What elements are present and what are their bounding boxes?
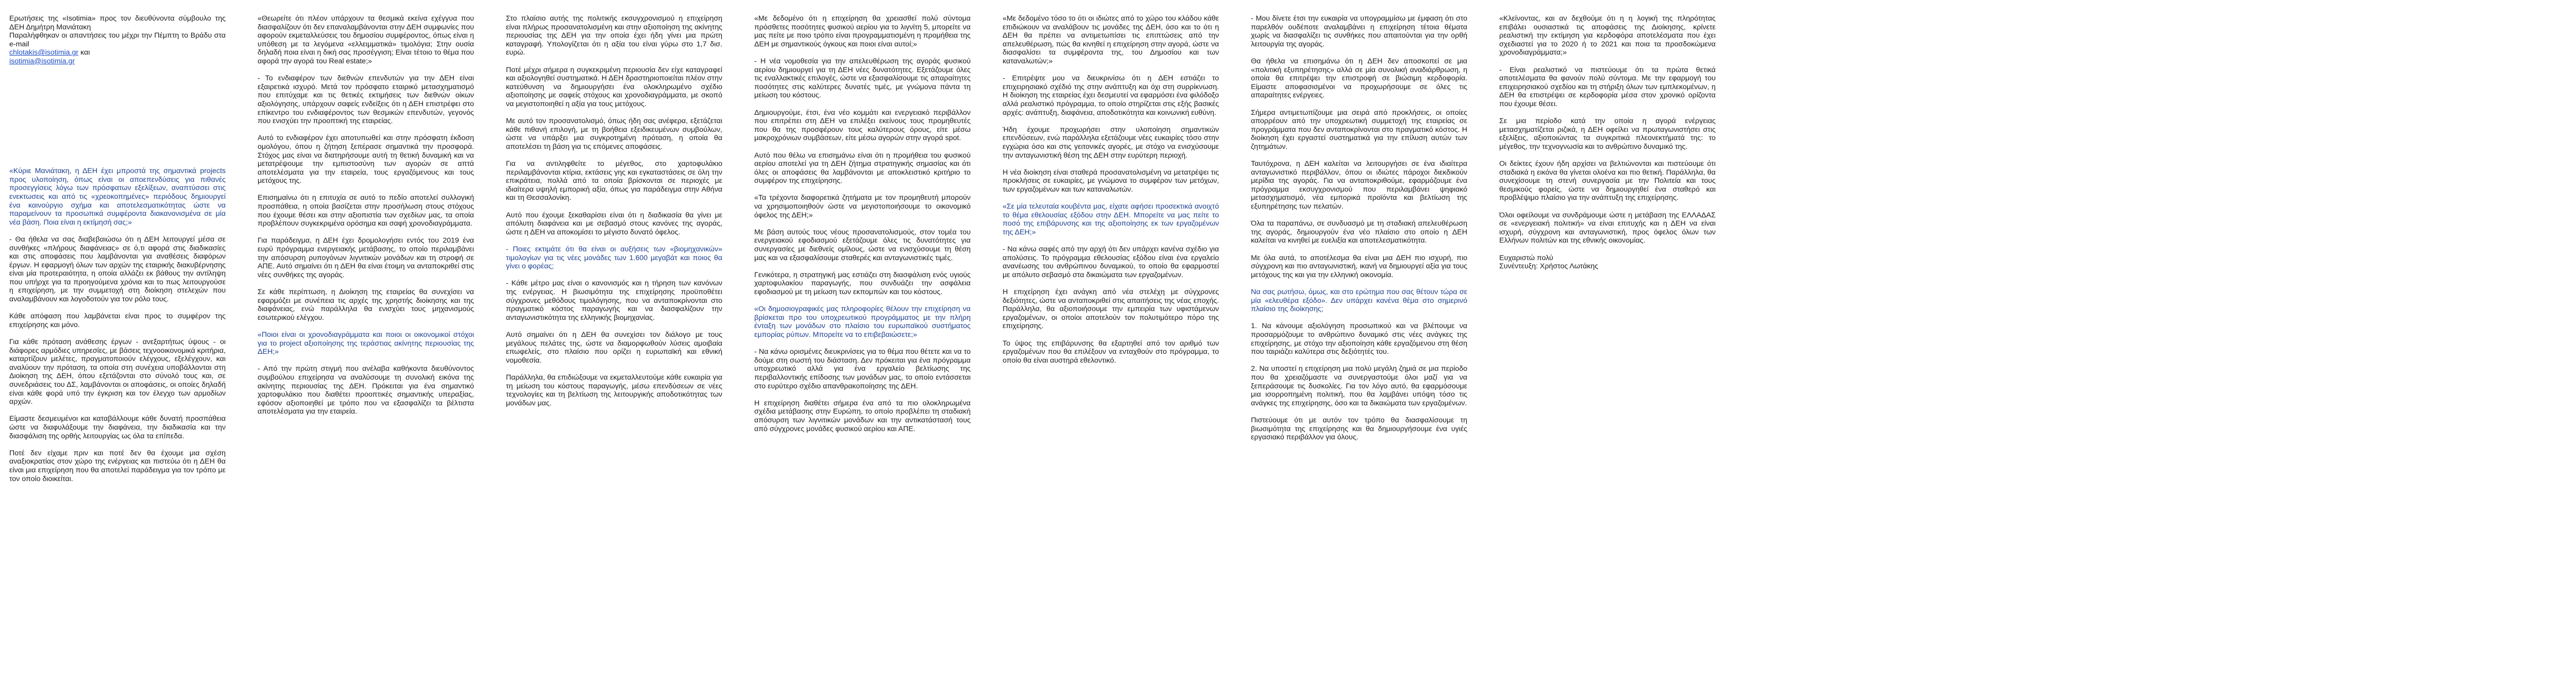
- answer-paragraph: «Με δεδομένο ότι η επιχείρηση θα χρειασθεί πολύ σύντομα πρόσθετες ποσότητες φυσικού αερίου για το λιγνίτη 5, μπορείτε να μας πείτε με ποιο τρόπο είναι προγραμματισμένη η προμήθεια της ΔΕΗ με σημαντικούς όγκους και ποιοι είναι αυτοί;»: [754, 14, 971, 48]
- column-body: [1251, 14, 1467, 442]
- column-body: [9, 167, 226, 483]
- answer-paragraph: - Είναι ρεαλιστικό να πιστεύουμε ότι τα πρώτα θετικά αποτελέσματα θα φανούν πολύ σύντομα. Με την εφαρμογή του επιχειρησιακού σχεδίου και τη στήριξη όλων των εμπλεκομένων, η ΔΕΗ θα επιστρέψει σε κερδοφορία μέσα στον χρονικό ορίζοντα που έχουμε θέσει.: [1499, 65, 1716, 108]
- answer-paragraph: Για παράδειγμα, η ΔΕΗ έχει δρομολογήσει εντός του 2019 ένα ευρύ πρόγραμμα ενεργειακής μετάβασης, το οποίο περιλαμβάνει την απόσυρση ρυπογόνων λιγνιτικών μονάδων και τη στροφή σε ΑΠΕ. Αυτό σημαίνει ότι η ΔΕΗ θα είναι έτοιμη να ανταποκριθεί στις νέες συνθήκες της αγοράς.: [258, 236, 474, 279]
- answer-paragraph: Παράλληλα, θα επιδιώξουμε να εκμεταλλευτούμε κάθε ευκαιρία για τη μείωση του κόστους παραγωγής, μέσω επενδύσεων σε νέες τεχνολογίες και τη βελτίωση της λειτουργικής αποδοτικότητας των μονάδων μας.: [506, 373, 722, 407]
- answer-paragraph: Με βάση αυτούς τους νέους προσανατολισμούς, στον τομέα του ενεργειακού εφοδιασμού εξετάζουμε όλες τις δυνατότητες για συνεργασίες με διεθνείς ομίλους, ώστε να ενισχύσουμε τη θέση μας και να εξασφαλίσουμε σταθερές και ανταγωνιστικές τιμές.: [754, 228, 971, 262]
- article-column-2: [258, 0, 474, 425]
- header-and-word: και: [80, 48, 90, 57]
- column-body: [258, 14, 474, 416]
- signature-line: Ευχαριστώ πολύ: [1499, 253, 1553, 262]
- answer-paragraph: «Τα τρέχοντα διαφορετικά ζητήματα με τον προμηθευτή μπορούν να χρησιμοποιηθούν ώστε να μεγιστοποιήσουμε το οικονομικό όφελος της ΔΕΗ;»: [754, 194, 971, 219]
- spacer: [9, 74, 226, 121]
- header-intro: Ερωτήσεις της «Isotimia» προς τον διευθύνοντα σύμβουλο της ΔΕΗ Δημήτρη Μανιάτακη: [9, 14, 226, 31]
- answer-paragraph: Η επιχείρηση διαθέτει σήμερα ένα από τα πιο ολοκληρωμένα σχέδια μετάβασης στην Ευρώπη, το οποίο προβλέπει τη σταδιακή απόσυρση των λιγνιτικών μονάδων και την αντικατάστασή τους από σύγχρονες μονάδες φυσικού αερίου και ΑΠΕ.: [754, 399, 971, 433]
- answer-paragraph: - Να κάνω σαφές από την αρχή ότι δεν υπάρχει κανένα σχέδιο για απολύσεις. Το πρόγραμμα εθελουσίας εξόδου είναι ένα εργαλείο ανανέωσης του ανθρώπινου δυναμικού, το οποίο θα εφαρμοστεί με απόλυτο σεβασμό στα δικαιώματα των εργαζομένων.: [1003, 245, 1219, 279]
- answer-paragraph: - Το ενδιαφέρον των διεθνών επενδυτών για την ΔΕΗ είναι εξαιρετικά ισχυρό. Μετά τον πρόσφατο εταιρικό μετασχηματισμό που επιτύχαμε και τις θετικές εκτιμήσεις των διεθνών οίκων αξιολόγησης, υπάρχουν σαφείς ενδείξεις ότι η ΔΕΗ επιστρέφει στο επίκεντρο του ενδιαφέροντος των θεσμικών επενδυτών, γεγονός που ενισχύει την προοπτική της εταιρείας.: [258, 74, 474, 126]
- article-column-1: [9, 0, 226, 492]
- answer-paragraph: Η επιχείρηση έχει ανάγκη από νέα στελέχη με σύγχρονες δεξιότητες, ώστε να ανταποκριθεί στις απαιτήσεις της νέας εποχής. Παράλληλα, θα αξιοποιήσουμε την εμπειρία των υφιστάμενων εργαζομένων, οι οποίοι αποτελούν τον πολυτιμότερο πόρο της επιχείρησης.: [1003, 288, 1219, 331]
- answer-paragraph: - Να κάνω ορισμένες διευκρινίσεις για το θέμα που θέτετε και να το δούμε στη σωστή του διάσταση. Δεν πρόκειται για ένα πρόγραμμα υποχρεωτικό αλλά για ένα εργαλείο βελτίωσης της περιβαλλοντικής επίδοσης των μονάδων μας, το οποίο εντάσσεται στο ευρύτερο σχέδιο απανθρακοποίησης της ΔΕΗ.: [754, 348, 971, 390]
- article-column-6: [1251, 0, 1467, 450]
- interview-question: «Ποιοι είναι οι χρονοδιαγράμματα και ποιοι οι οικονομικοί στόχοι για το project αξιοποίησης της τεράστιας ακίνητης περιουσίας της ΔΕΗ;»: [258, 330, 474, 356]
- answer-paragraph: Το ύψος της επιβάρυνσης θα εξαρτηθεί από τον αριθμό των εργαζομένων που θα επιλέξουν να ενταχθούν στο πρόγραμμα, το οποίο θα είναι αυστηρά εθελοντικό.: [1003, 339, 1219, 365]
- answer-paragraph: Για να αντιληφθείτε το μέγεθος, στο χαρτοφυλάκιο περιλαμβάνονται κτίρια, εκτάσεις γης και εγκαταστάσεις σε όλη την επικράτεια, πολλά από τα οποία βρίσκονται σε περιοχές με ιδιαίτερα υψηλή εμπορική αξία, όπως για παράδειγμα στην Αθήνα και τη Θεσσαλονίκη.: [506, 160, 722, 202]
- article-column-3: [506, 0, 722, 416]
- answer-paragraph: - Επιτρέψτε μου να διευκρινίσω ότι η ΔΕΗ εστιάζει το επιχειρησιακό σχέδιό της στην ανάπτυξη και όχι στη συρρίκνωση. Η διοίκηση της εταιρείας έχει δεσμευτεί να εφαρμόσει ένα φιλόδοξο αλλά ρεαλιστικό πρόγραμμα, το οποίο στηρίζεται στις εξής βασικές αρχές: ανάπτυξη, διαφάνεια, αποδοτικότητα και κοινωνική ευθύνη.: [1003, 74, 1219, 117]
- answer-paragraph: Σε κάθε περίπτωση, η Διοίκηση της εταιρείας θα συνεχίσει να εφαρμόζει με συνέπεια τις αρχές της χρηστής διοίκησης και της διαφάνειας, ενώ παράλληλα θα ενισχύει τους μηχανισμούς εσωτερικού ελέγχου.: [258, 288, 474, 322]
- column-body: [1499, 14, 1716, 271]
- answer-paragraph: Στο πλαίσιο αυτής της πολιτικής εκσυγχρονισμού η επιχείρηση είναι πλήρως προσανατολισμένη και στην αξιοποίηση της ακίνητης περιουσίας της ΔΕΗ για την οποία έχει ήδη γίνει μια πρώτη καταγραφή. Υπολογίζεται ότι η αξία του είναι γύρω στο 1,7 δισ. ευρώ.: [506, 14, 722, 57]
- answer-paragraph: - Η νέα νομοθεσία για την απελευθέρωση της αγοράς φυσικού αερίου δημιουργεί για τη ΔΕΗ νέες δυνατότητες. Εξετάζουμε όλες τις εναλλακτικές επιλογές, ώστε να εξασφαλίσουμε τις απαραίτητες ποσότητες στις καλύτερες δυνατές τιμές, με γνώμονα πάντα τη μείωση του κόστους.: [754, 57, 971, 100]
- interview-question: «Κύριε Μανιάτακη, η ΔΕΗ έχει μπροστά της σημαντικά projects προς υλοποίηση, όπως είναι οι αποεπενδύσεις για πιθανές προσεγγίσεις λόγω των πρόσφατων εξελίξεων, αναπτύσσει στις ενεκτωσεις και από τις «χρεοκοπημένες» περιόδους δημιουργεί ένα καινούργιο σχήμα και αποτελεσματικότητας ώστε να παραμείνουν τα προσωπικά συμφέροντα διακανονισμένα σε μία νέα βάση. Ποια είναι η εκτίμησή σας;»: [9, 167, 226, 227]
- header-sent-line: Παραλήφθηκαν οι απαντήσεις του μέχρι την Πέμπτη το Βράδυ στα e-mail: [9, 31, 226, 48]
- answer-paragraph: Δημιουργούμε, έτσι, ένα νέο κομμάτι και ενεργειακό περιβάλλον που επιτρέπει στη ΔΕΗ να επιλέξει εκείνους τους προμηθευτές που θα της προσφέρουν τους καλύτερους όρους, είτε μέσω μακροχρόνιων συμβάσεων, είτε μέσω αγορών στην αγορά spot.: [754, 108, 971, 143]
- answer-paragraph: - Θα ήθελα να σας διαβεβαιώσω ότι η ΔΕΗ λειτουργεί μέσα σε συνθήκες «πλήρους διαφάνειας» σε ό,τι αφορά στις διαδικασίες και στις αποφάσεις που λαμβάνονται για αναθέσεις διαφόρων έργων. Η εφαρμογή όλων των αρχών της εταιρικής διακυβέρνησης είναι μία προτεραιότητα, η οποία αλλάζει εκ βάθους την αντίληψη που υπήρχε για τα προηγούμενα χρόνια και το πως λειτουργούσε η επιχείρηση, με την συμμετοχή στη διοίκηση στελεχών που αναλαμβάνουν και λογοδοτούν για τον ρόλο τους.: [9, 235, 226, 304]
- answer-paragraph: Με αυτό τον προσανατολισμό, όπως ήδη σας ανέφερα, εξετάζεται κάθε πιθανή επιλογή, με τη βοήθεια εξειδικευμένων συμβούλων, ώστε να υπάρξει μια συγκροτημένη πρόταση, η οποία θα αποτελέσει τη βάση για τις επόμενες αποφάσεις.: [506, 117, 722, 151]
- answer-paragraph: 1. Να κάνουμε αξιολόγηση προσωπικού και να βλέπουμε να προσαρμόζουμε το ανθρώπινο δυναμικό στις νέες ανάγκες της επιχείρησης, με στόχο την αξιοποίηση κάθε εργαζόμενου στη θέση που ταιριάζει καλύτερα στις δεξιότητές του.: [1251, 322, 1467, 356]
- answer-paragraph: Όλοι οφείλουμε να συνδράμουμε ώστε η μετάβαση της ΕΛΛΑΔΑΣ σε «ενεργειακή πολιτική» να είναι επιτυχής και η ΔΕΗ να είναι ισχυρή, σύγχρονη και ανταγωνιστική, προς όφελος όλων των Ελλήνων πολιτών και της εθνικής οικονομίας.: [1499, 211, 1716, 245]
- answer-paragraph: «Κλείνοντας, και αν δεχθούμε ότι η η λογική της πληρότητας επιβάλει ουσιαστικά τις αποφάσεις της Διοίκησης, κρίνετε ρεαλιστική την εκτίμηση για κερδοφόρα αποτελέσματα που έχει σχεδιαστεί για το 2020 ή το 2021 και ποια τα προσδοκώμενα χρονοδιαγράμματα;»: [1499, 14, 1716, 57]
- answer-paragraph: Όλα τα παραπάνω, σε συνδυασμό με τη σταδιακή απελευθέρωση της αγοράς, δημιουργούν ένα νέο πλαίσιο στο οποίο η ΔΕΗ καλείται να κινηθεί με ευελιξία και αποτελεσματικότητα.: [1251, 219, 1467, 245]
- answer-paragraph: Ταυτόχρονα, η ΔΕΗ καλείται να λειτουργήσει σε ένα ιδιαίτερα ανταγωνιστικό περιβάλλον, όπου οι ιδιώτες πάροχοι διεκδικούν μερίδια της αγοράς. Για να ανταποκριθούμε, εφαρμόζουμε ένα πρόγραμμα εκσυγχρονισμού που περιλαμβάνει ψηφιακό μετασχηματισμό, νέα εμπορικά προϊόντα και βελτίωση της εξυπηρέτησης των πελατών.: [1251, 160, 1467, 211]
- answer-paragraph: Θα ήθελα να επισημάνω ότι η ΔΕΗ δεν αποσκοπεί σε μια «πολιτική εξυπηρέτησης» αλλά σε μία συνολική αναδιάρθρωση, η οποία θα επιτρέψει την επιστροφή σε βιώσιμη κερδοφορία. Είμαστε αποφασισμένοι να προχωρήσουμε σε όλες τις απαραίτητες ενέργειες.: [1251, 57, 1467, 100]
- answer-paragraph: Ποτέ δεν είχαμε πριν και ποτέ δεν θα έχουμε μια σχέση αναξιοκρατίας στον χώρο της ενέργειας και πιστεύω ότι η ΔΕΗ θα είναι μια επιχείρηση που θα αποτελεί παράδειγμα για τον τρόπο με τον οποίο διοικείται.: [9, 449, 226, 483]
- answer-paragraph: Κάθε απόφαση που λαμβάνεται είναι προς το συμφέρον της επιχείρησης και μόνο.: [9, 312, 226, 329]
- answer-paragraph: Πιστεύουμε ότι με αυτόν τον τρόπο θα διασφαλίσουμε τη βιωσιμότητα της επιχείρησης και θα δημιουργήσουμε ένα υγιές εργασιακό περιβάλλον για όλους.: [1251, 416, 1467, 442]
- answer-paragraph: Αυτό το ενδιαφέρον έχει αποτυπωθεί και στην πρόσφατη έκδοση ομολόγου, όπου η ζήτηση ξεπέρασε σημαντικά την προσφορά. Στόχος μας είναι να διατηρήσουμε αυτή τη θετική δυναμική και να μετατρέψουμε την εμπιστοσύνη των αγορών σε απτά αποτελέσματα για την εταιρεία, τους εργαζόμενους και τους μετόχους της.: [258, 134, 474, 185]
- column-body: [1003, 14, 1219, 365]
- article-header: [9, 14, 226, 66]
- signature-line: Συνέντευξη: Χρήστος Λωτάκης: [1499, 262, 1599, 271]
- answer-paragraph: Είμαστε δεσμευμένοι και καταβάλλουμε κάθε δυνατή προσπάθεια ώστε να διαφυλάξουμε την διαφάνεια, την διαδικασία και την διασφάλιση της ορθής λειτουργίας ως όλα τα επίπεδα.: [9, 415, 226, 440]
- interview-question: Να σας ρωτήσω, όμως, και στο ερώτημα που σας θέτουν τώρα σε μία «ελευθέρα εξόδο». Δεν υπάρχει κανένα θέμα στο σημερινό πλαίσιο της διοίκησης;: [1251, 288, 1467, 314]
- answer-paragraph: Η νέα διοίκηση είναι σταθερά προσανατολισμένη να μετατρέψει τις προκλήσεις σε ευκαιρίες, με γνώμονα το συμφέρον των μετόχων, των εργαζομένων και των καταναλωτών.: [1003, 168, 1219, 194]
- answer-paragraph: Για κάθε πρόταση ανάθεσης έργων - ανεξαρτήτως ύψους - οι διάφορες αρμόδιες υπηρεσίες, με βάσεις τεχνοοικονομικά κριτήρια, καταρτίζουν μελέτες, πραγματοποιούν ελέγχους, εξελέγχουν, και αναλύουν την πρόταση, τα οποία στη συνέχεια υποβάλλονται στη Διοίκηση της ΔΕΗ, όπου εξετάζονται στο σύνολό τους και, σε συνεδριάσεις του ΔΣ, λαμβάνονται οι αποφάσεις, οι οποίες δηλαδή είναι κάθε φορά υπό την έγκριση και τον έλεγχο των αρμοδίων αρχών.: [9, 338, 226, 406]
- answer-paragraph: 2. Να υποστεί η επιχείρηση μια πολύ μεγάλη ζημιά σε μια περίοδο που θα χρειαζόμαστε να συνεργαστούμε όλοι μαζί για να ξεπεράσουμε τις δυσκολίες. Για τον λόγο αυτό, θα εφαρμόσουμε μια ισορροπημένη πολιτική, που θα λαμβάνει υπόψη τόσο τις ανάγκες της επιχείρησης, όσο και τα δικαιώματα των εργαζομένων.: [1251, 365, 1467, 407]
- email-link-1[interactable]: chlotakis@isotimia.gr: [9, 48, 79, 57]
- answer-paragraph: Ποτέ μέχρι σήμερα η συγκεκριμένη περιουσία δεν είχε καταγραφεί και αξιολογηθεί συστηματικά. Η ΔΕΗ δραστηριοποιείται πλέον στην κατεύθυνση να δημιουργήσει ένα ολοκληρωμένο σχέδιο αξιοποίησης με σαφείς στόχους και χρονοδιαγράμματα, με σκοπό να μεγιστοποιηθεί η αξία για τους μετόχους.: [506, 65, 722, 108]
- answer-paragraph: Με όλα αυτά, το αποτέλεσμα θα είναι μια ΔΕΗ πιο ισχυρή, πιο σύγχρονη και πιο ανταγωνιστική, ικανή να δημιουργεί αξία για τους μετόχους της και για την ελληνική οικονομία.: [1251, 253, 1467, 279]
- email-link-2[interactable]: isotimia@isotimia.gr: [9, 57, 75, 65]
- answer-paragraph: Οι δείκτες έχουν ήδη αρχίσει να βελτιώνονται και πιστεύουμε ότι σταδιακά η εικόνα θα γίνεται ολοένα και πιο θετική. Παράλληλα, θα συνεχίσουμε τη στενή συνεργασία με την Πολιτεία και τους θεσμικούς φορείς, ώστε να δημιουργηθεί ένα σταθερό και προβλέψιμο πλαίσιο για την ανάπτυξη της επιχείρησης.: [1499, 160, 1716, 202]
- article-column-5: [1003, 0, 1219, 373]
- article-column-4: [754, 0, 971, 442]
- interview-question: «Σε μία τελευταία κουβέντα μας, είχατε αφήσει προσεκτικά ανοιχτό το θέμα εθελουσίας εξόδου στην ΔΕΗ. Μπορείτε να μας πείτε το ποσό της επιβάρυνσης και της αξιοποίησης εκ των εργαζομένων της ΔΕΗ;»: [1003, 202, 1219, 236]
- answer-paragraph: - Μου δίνετε έτσι την ευκαιρία να υπογραμμίσω με έμφαση ότι στο παρελθόν ουδέποτε αναλαμβάνει η επιχείρηση τέτοια θέματα χωρίς να διασφαλίζει τις συνθήκες που απαιτούνται για την ορθή λειτουργία της αγοράς.: [1251, 14, 1467, 48]
- column-body: [506, 14, 722, 407]
- answer-paragraph: Αυτό σημαίνει ότι η ΔΕΗ θα συνεχίσει τον διάλογο με τους μεγάλους πελάτες της, ώστε να διαμορφωθούν λύσεις αμοιβαία επωφελείς, στο πλαίσιο που ορίζει η ευρωπαϊκή και εθνική νομοθεσία.: [506, 330, 722, 365]
- answer-paragraph: Αυτό που έχουμε ξεκαθαρίσει είναι ότι η διαδικασία θα γίνει με απόλυτη διαφάνεια και με σεβασμό στους κανόνες της αγοράς, ώστε η ΔΕΗ να αποκομίσει το μέγιστο δυνατό όφελος.: [506, 211, 722, 236]
- column-body: [754, 14, 971, 433]
- answer-paragraph: Σε μια περίοδο κατά την οποία η αγορά ενέργειας μετασχηματίζεται ριζικά, η ΔΕΗ οφείλει να πρωταγωνιστήσει στις εξελίξεις, αξιοποιώντας τα συγκριτικά πλεονεκτήματά της: το μέγεθος, την τεχνογνωσία και το ανθρώπινο δυναμικό της.: [1499, 117, 1716, 151]
- interview-question: «Οι δημοσιογραφικές μας πληροφορίες θέλουν την επιχείρηση να βρίσκεται προ του υποχρεωτικού προγράμματος με την πλήρη ένταξη των μονάδων στο πλαίσιο του ευρωπαϊκού συστήματος εμπορίας ρύπων. Μπορείτε να το επιβεβαιώσετε;»: [754, 305, 971, 339]
- article-column-7: [1499, 0, 1716, 271]
- answer-paragraph: - Κάθε μέτρο μας είναι ο κανονισμός και η τήρηση των κανόνων της ενέργειας. Η βιωσιμότητα της επιχείρησης προϋποθέτει σύγχρονες μεθόδους τιμολόγησης, που να ανταποκρίνονται στο πραγματικό κόστος παραγωγής και να διασφαλίζουν την ανταγωνιστικότητα της ελληνικής βιομηχανίας.: [506, 279, 722, 322]
- interview-question: - Ποιες εκτιμάτε ότι θα είναι οι αυξήσεις των «βιομηχανικών» τιμολογίων για τις νέες μονάδες των 1.600 μεγαβάτ και ποιος θα γίνει ο φορέας;: [506, 245, 722, 271]
- answer-paragraph: «Με δεδομένο τόσο το ότι οι ιδιώτες από το χώρο του κλάδου κάθε επιδιώκουν να αναλάβουν τις μονάδες της ΔΕΗ, όσο και το ότι η ΔΕΗ θα πρέπει να αντιμετωπίσει τις επιπτώσεις από την απελευθέρωση, πώς θα κινηθεί η επιχείρηση στην αγορά, ώστε να διασφαλίσει τα συμφέροντα της, του Δημοσίου και των καταναλωτών;»: [1003, 14, 1219, 65]
- answer-paragraph: «Θεωρείτε ότι πλέον υπάρχουν τα θεσμικά εκείνα εχέγγυα που διασφαλίζουν ότι δεν επαναλαμβάνονται στην ΔΕΗ συμφωνίες που αφορούν εκμεταλλεύσεις του δημοσίου συμφέροντος, όπως είναι η υπόθεση με τα λεγόμενα «ελλειμματικά» τιμολόγια; Στην ουσία δηλαδή ποια είναι η δική σας προσέγγιση; Είναι τέτοιο το θέμα που αφορά την αγορά του Real estate;»: [258, 14, 474, 65]
- answer-paragraph: Επισημαίνω ότι η επιτυχία σε αυτό το πεδίο αποτελεί συλλογική προσπάθεια, η οποία βασίζεται στην προσήλωση στους στόχους που έχουμε θέσει και στην αξιοπιστία των σχεδίων μας, τα οποία προβλέπουν συγκεκριμένα ορόσημα και σαφή χρονοδιαγράμματα.: [258, 194, 474, 228]
- answer-paragraph: Γενικότερα, η στρατηγική μας εστιάζει στη διασφάλιση ενός υγιούς χαρτοφυλακίου παραγωγής, που συνδυάζει την ασφάλεια εφοδιασμού με τη μείωση των εκπομπών και του κόστους.: [754, 270, 971, 296]
- answer-paragraph: Ήδη έχουμε προχωρήσει στην υλοποίηση σημαντικών επενδύσεων, ενώ παράλληλα εξετάζουμε νέες ευκαιρίες τόσο στην εγχώρια όσο και στις γειτονικές αγορές, με στόχο να ενισχύσουμε την ανταγωνιστική θέση της ΔΕΗ στην ευρύτερη περιοχή.: [1003, 125, 1219, 160]
- answer-paragraph: - Από την πρώτη στιγμή που ανέλαβα καθήκοντα διευθύνοντος συμβούλου επιχείρησα να αναλύσουμε τη συνολική εικόνα της ακίνητης περιουσίας της ΔΕΗ. Πρόκειται για ένα σημαντικό χαρτοφυλάκιο που διαθέτει προοπτικές σημαντικής υπεραξίας, εφόσον αξιοποιηθεί με τρόπο που να εξασφαλίζει τα βέλτιστα αποτελέσματα για την εταιρεία.: [258, 365, 474, 416]
- spacer: [9, 121, 226, 167]
- answer-paragraph: Σήμερα αντιμετωπίζουμε μια σειρά από προκλήσεις, οι οποίες απορρέουν από την υποχρεωτική συμμετοχή της εταιρείας σε προγράμματα που δεν ανταποκρίνονται στο πραγματικό κόστος. Η διοίκηση έχει εργαστεί συστηματικά για την επίλυση αυτών των ζητημάτων.: [1251, 108, 1467, 151]
- answer-paragraph: Αυτό που θέλω να επισημάνω είναι ότι η προμήθεια του φυσικού αερίου αποτελεί για τη ΔΕΗ ζήτημα στρατηγικής σημασίας και ότι όλες οι αποφάσεις θα λαμβάνονται με αποκλειστικό κριτήριο το συμφέρον της επιχείρησης.: [754, 151, 971, 185]
